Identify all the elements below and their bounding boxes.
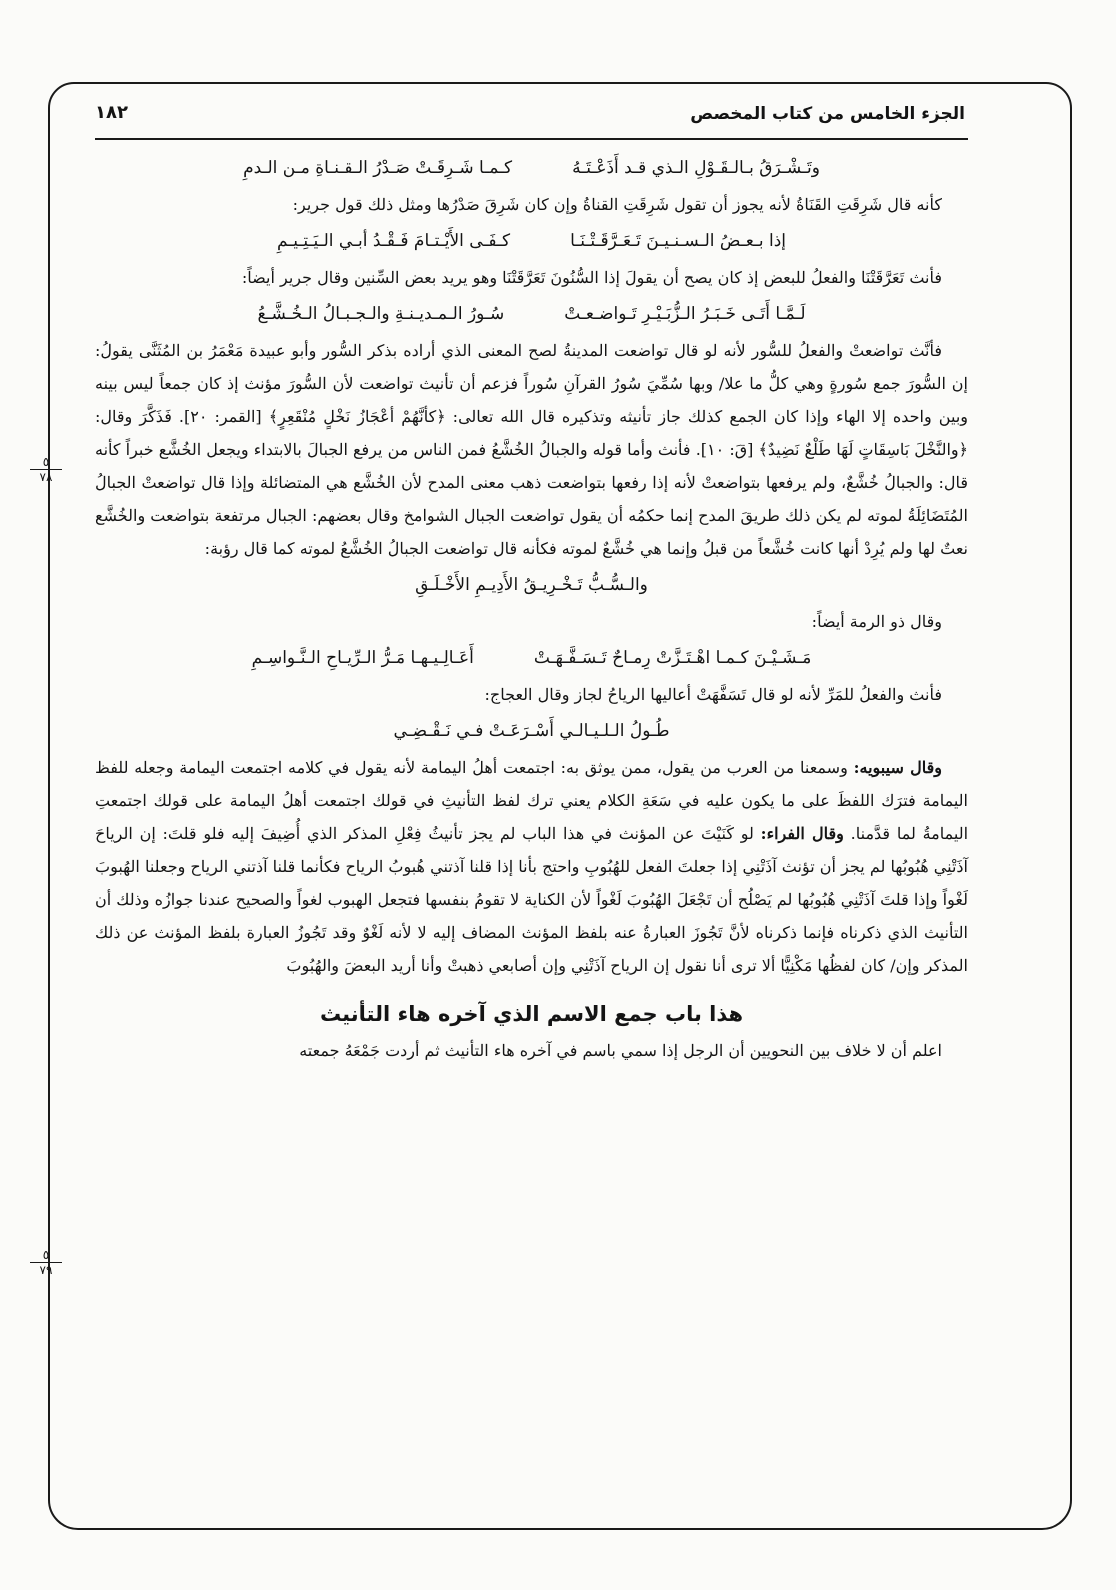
page-number: ١٨٢ <box>95 102 128 123</box>
margin-note-78: ٥ ٧٨ <box>30 455 62 484</box>
page-body <box>95 148 968 1067</box>
paragraph-6-text-b: لو كَنَيْتَ عن المؤنث في هذا الباب لم يجز تأنيثُ فِعْلِ المذكر الذي أُضِيفَ إليه فلو قلتَ: إن الرياحَ آذَتْنِي هُبُوبُها لم يجز أن تؤنث آذَتْنِي إذا جعلتَ الفعل للهُبُوبِ واحتج بأنا إذا قلنا آذتني هُبوبُ الرياح فكأنما قلنا آذتني الرياح وجعلنا الهُبوبَ لَغْواً وإذا قلتَ آذَتْنِي هُبُوبُها لم يَصْلُح أن تَجْعَلَ الهُبُوبَ لَغْواً لأن الكناية لا تقومُ بنفسها فتجعل الهبوب لغواً والصحيح عندنا جوازُه وذلك أن التأنيث الذي ذكرناه فإنما ذكرناه لأنَّ تَجُوزَ العبارةُ عنه بلفظ المؤنث المضاف إليه لا لأنه لَغْوٌ وقد تَجُوزُ العبارة بلفظ المؤنث عن ذلك المذكر وإن/ كان لفظُها مَكْنِيًّا ألا ترى أنا نقول إن الرياح آذَتْنِي وإن أصابعي ذهبتْ وأنا أريد البعضَ والهُبُوبَ <box>95 824 968 975</box>
verse-6 <box>95 711 968 751</box>
verse-hemistich: وتَـشْـرَقُ بـالـقَـوْلِ الـذي قـد أَذَعْـتَـهُ <box>572 158 820 178</box>
paragraph-4: وقال ذو الرمة أيضاً: <box>811 612 942 631</box>
paragraph-1: كأنه قال شَرِقَتِ القَنَاةُ لأنه يجوز أن تقول شَرِقَتِ القناةُ وإن كان شَرِقَ صَدْرُها ومثل ذلك قول جرير: <box>292 195 942 214</box>
page-header <box>95 96 965 138</box>
paragraph-2: فأنث تَعَرَّقَتْنَا والفعلُ للبعض إذ كان يصح أن يقولَ إذا السُّنُونَ تَعَرَّقَتْنَا وهو يريد بعض السِّنين وقال جرير أيضاً: <box>241 268 942 287</box>
farra-label: وقال الفراء: <box>760 824 844 843</box>
verse-line: والـسُّـبُّ تَـخْـرِيـقُ الأَدِيـمِ الأَخْـلَـقِ <box>415 575 648 595</box>
paragraph-6 <box>95 751 968 982</box>
verse-hemistich: كـمـا شَـرِقَـتْ صَـدْرُ الـقـنـاةِ مـن الـدمِ <box>243 158 513 178</box>
verse-line: طُـولُ الـلـيـالـي أَسْـرَعَـتْ فـي نَـقْـضِـي <box>393 721 670 741</box>
paragraph-7: اعلم أن لا خلاف بين النحويين أن الرجل إذا سمي باسم في آخره هاء التأنيث ثم أردت جَمْعَهُ جمعته <box>299 1041 942 1060</box>
verse-hemistich: إذا بـعـضُ الـسـنـيـنَ تَـعَـرَّقَـتْـنَـا <box>570 231 787 251</box>
margin-note-79: ٥ ٧٩ <box>30 1248 62 1277</box>
paragraph-5: فأنث والفعلُ للمَرِّ لأنه لو قال تَسَفَّهَتْ أعاليها الرياحُ لجاز وقال العجاج: <box>484 685 942 704</box>
sibawayh-label: وقال سيبويه: <box>853 758 942 777</box>
verse-hemistich: كـفَـى الأَيْـتـامَ فَـقْـدُ أبـي الـيَـتِـيـمِ <box>276 231 511 251</box>
verse-hemistich: مَـشَـيْـنَ كـمـا اهْـتَـزَّتْ رِمـاحٌ تَـسَـفَّـهَـتْ <box>533 648 812 668</box>
paragraph-6-text-a: وسمعنا من العرب من يقول، ممن يوثق به: اجتمعت أهلُ اليمامة لأنه يقول في كلامه اجتمعت اليمامة وجعله للفظ اليمامة فترَك اللفظَ على ما يكون عليه في سَعَةِ الكلام يعني ترك لفظ التأنيثِ في قولك اجتمعت أهلُ اليمامة على قولك اجتمعتِ اليمامةُ لما قدَّمنا. <box>95 758 969 843</box>
verse-3 <box>95 294 968 334</box>
paragraph-3: فأنَّث تواضعتْ والفعلُ للسُّور لأنه لو قال تواضعت المدينةُ لصح المعنى الذي أراده بذكر السُّور وأبو عبيدة مَعْمَرُ بن المُثَنَّى يقولُ: إن السُّورَ جمع سُورةٍ وهي كلُّ ما علا/ وبها سُمِّيَ سُورُ القرآنِ سُوراً فزعم أن تأنيث تواضعت لأن السُّورَ مؤنث إذ كان جمعاً ليس بينه وبين واحده إلا الهاء وإذا كان الجمع كذلك جاز تأنيثه وتذكيره قال الله تعالى: ﴿كأنَّهُمْ أعْجَازُ نَخْلٍ مُنْقَعِرٍ﴾ [القمر: ٢٠]. فَذَكَّرَ وقال: ﴿والنَّخْلَ بَاسِقَاتٍ لَهَا طَلْعٌ نَضِيدٌ﴾ [قَ: ١٠]. فأنث وأما قوله والجبالُ الخُشَّعُ فمن الناس من يرفع الجبالَ بالابتداء ويجعل الخُشَّع خبراً كأنه قال: والجبالُ خُشَّعٌ، ولم يرفعها بتواضعتْ لأنه إذا رفعها بتواضعت ذهب معنى المدح لأن الخُشَّع هي المتضائلة وإذا قال تواضعتْ الجبالُ المُتَضَائِلَةُ لموته لم يكن ذلك طريقَ المدح إنما حكمُه أن يقول تواضعت الجبال الشوامخ وقال بعضهم: الجبال مرتفعة بتواضعت والخُشَّع نعتٌ لها ولم يُرِدْ أنها كانت خُشَّعاً من قبلُ وإنما هي خُشَّعٌ لموته فكأنه قال تواضعت الجبالُ الخُشَّعُ لموته كما قال رؤبة: <box>95 341 968 558</box>
verse-4 <box>95 565 968 605</box>
running-title: الجزء الخامس من كتاب المخصص <box>690 104 965 124</box>
verse-5 <box>95 638 968 678</box>
header-rule <box>95 138 968 140</box>
verse-1 <box>95 148 968 188</box>
verse-hemistich: لَـمَّـا أَتَـى خَـبَـرُ الـزُّبَـيْـرِ تَـواضـعـتْ <box>564 304 806 324</box>
verse-2 <box>95 221 968 261</box>
verse-hemistich: أَعَـالِـيـهـا مَـرُّ الـرِّيـاحِ الـنَّـواسِـمِ <box>251 648 474 668</box>
section-title: هذا باب جمع الاسم الذي آخره هاء التأنيث <box>319 1002 744 1026</box>
verse-hemistich: سُـورُ الـمـديـنـةِ والـجـبـالُ الـخُـشَّـعُ <box>257 304 505 324</box>
